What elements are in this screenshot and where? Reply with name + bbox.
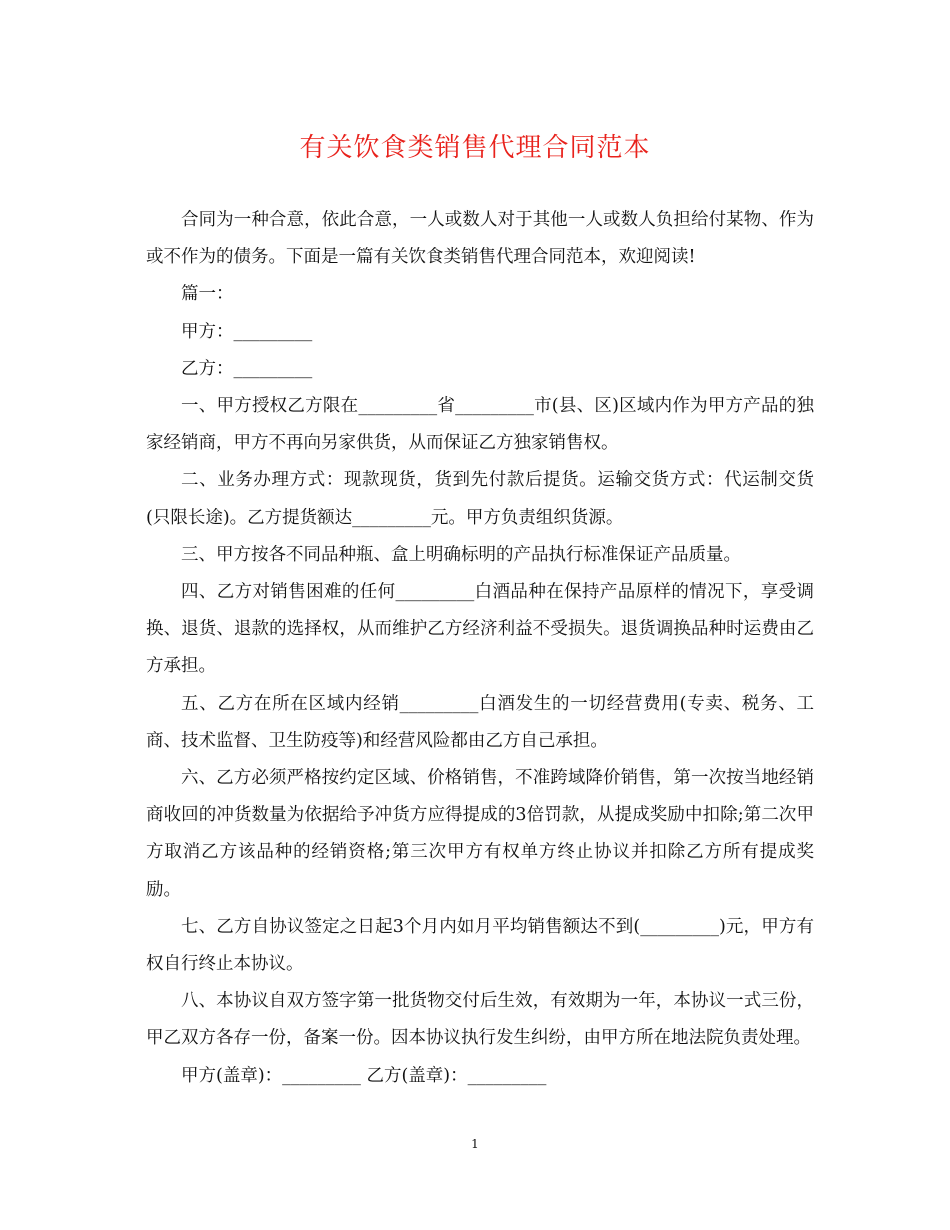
paragraph-party-b: 乙方：_________ [181,358,313,379]
paragraph-section-label: 篇一： [181,284,234,305]
paragraph-clause-7: 七、乙方自协议签定之日起3个月内如月平均销售额达不到(_________)元，甲方有权自行终止本协议。 [146,916,814,975]
paragraph-clause-8: 八、本协议自双方签字第一批货物交付后生效，有效期为一年，本协议一式三份，甲乙双方各存一份，备案一份。因本协议执行发生纠纷，由甲方所在地法院负责处理。 [146,991,814,1049]
paragraph-clause-3: 三、甲方按各不同品种瓶、盒上明确标明的产品执行标准保证产品质量。 [181,544,741,565]
paragraph-clause-2: 二、业务办理方式：现款现货，货到先付款后提货。运输交货方式：代运制交货(只限长途)。乙方提货额达_________元。甲方负责组织货源。 [146,470,814,528]
document-title: 有关饮食类销售代理合同范本 [299,133,651,163]
paragraph-clause-4: 四、乙方对销售困难的任何_________白酒品种在保持产品原样的情况下，享受调换、退货、退款的选择权，从而维护乙方经济利益不受损失。退货调换品种时运费由乙方承担。 [146,582,814,677]
paragraph-signatures: 甲方(盖章)：_________ 乙方(盖章)：_________ [181,1065,547,1086]
paragraph-party-a: 甲方：_________ [181,321,313,342]
page-number: 1 [471,1137,479,1151]
document-body [146,202,814,1095]
paragraph-intro: 合同为一种合意，依此合意，一人或数人对于其他一人或数人负担给付某物、作为或不作为的债务。下面是一篇有关饮食类销售代理合同范本，欢迎阅读! [146,210,814,268]
paragraph-clause-5: 五、乙方在所在区域内经销_________白酒发生的一切经营费用(专卖、税务、工商、技术监督、卫生防疫等)和经营风险都由乙方自己承担。 [146,693,814,751]
paragraph-clause-6: 六、乙方必须严格按约定区域、价格销售，不准跨域降价销售，第一次按当地经销商收回的冲货数量为依据给予冲货方应得提成的3倍罚款，从提成奖励中扣除;第二次甲方取消乙方该品种的经销资格;第三次甲方有权单方终止协议并扣除乙方所有提成奖励。 [146,768,814,900]
paragraph-clause-1: 一、甲方授权乙方限在_________省_________市(县、区)区域内作为甲方产品的独家经销商，甲方不再向另家供货，从而保证乙方独家销售权。 [146,396,814,454]
